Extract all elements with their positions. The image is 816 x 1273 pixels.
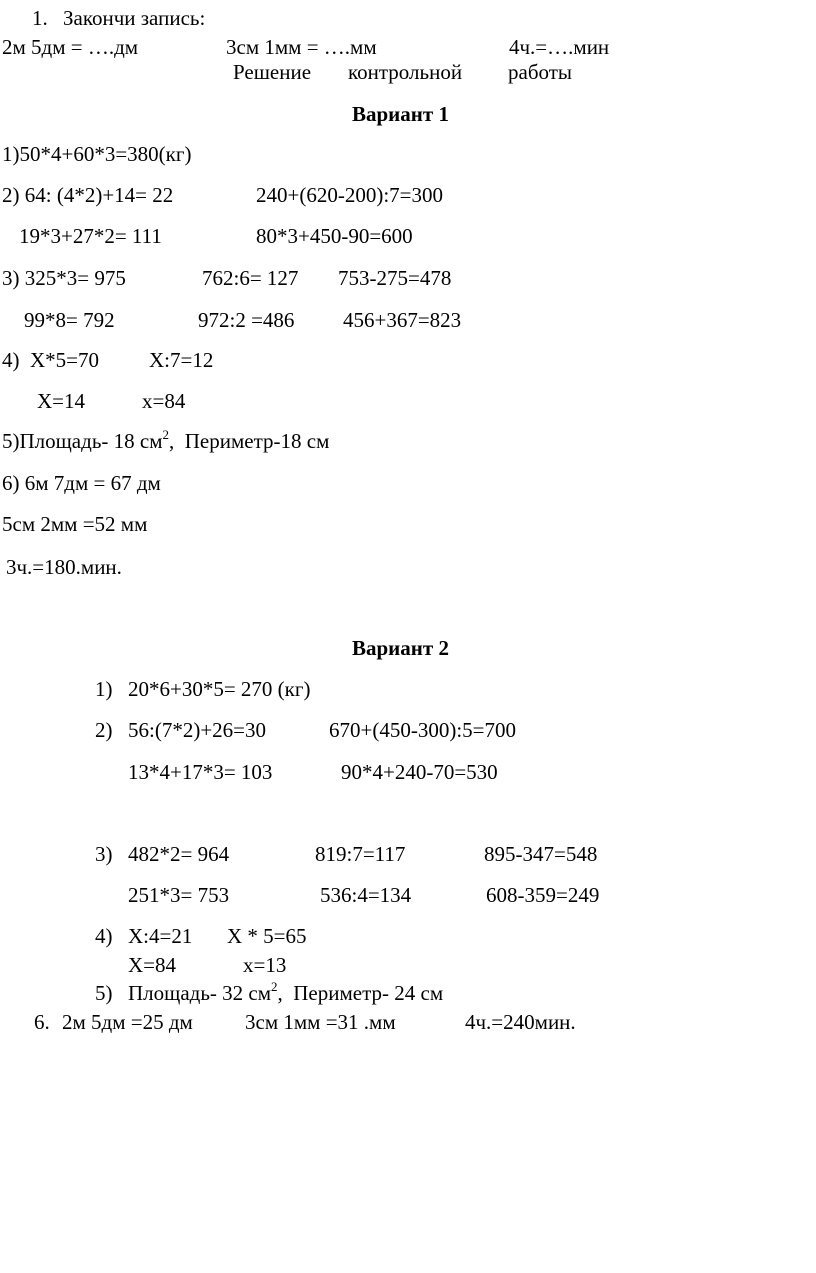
variant2-heading: Вариант 2 bbox=[352, 636, 449, 660]
v1-line: 753-275=478 bbox=[338, 266, 452, 290]
v2-line: 670+(450-300):5=700 bbox=[329, 718, 517, 742]
v1-line: 1)50*4+60*3=380(кг) bbox=[2, 142, 192, 166]
v1-line: 3) 325*3= 975 bbox=[2, 266, 126, 290]
v1-line: 3ч.=180.мин. bbox=[6, 555, 122, 579]
v2-line: 3см 1мм =31 .мм bbox=[245, 1010, 396, 1034]
v2-line: 482*2= 964 bbox=[128, 842, 230, 866]
v1-line: 19*3+27*2= 111 bbox=[19, 224, 162, 248]
task-item: 4ч.=….мин bbox=[509, 35, 610, 59]
task-item: 3см 1мм = ….мм bbox=[226, 35, 377, 59]
v2-line: 90*4+240-70=530 bbox=[341, 760, 498, 784]
v2-line: 536:4=134 bbox=[320, 883, 412, 907]
list-number: 6. bbox=[34, 1010, 50, 1034]
v1-line: 972:2 =486 bbox=[198, 308, 295, 332]
variant1-heading: Вариант 1 bbox=[352, 102, 449, 126]
v1-line: 762:6= 127 bbox=[202, 266, 299, 290]
v2-line: 2м 5дм =25 дм bbox=[62, 1010, 193, 1034]
v1-line: x=84 bbox=[142, 389, 186, 413]
v1-line: 456+367=823 bbox=[343, 308, 462, 332]
v1-line: 5)Площадь- 18 $см^2$, Периметр-18 см bbox=[2, 427, 330, 453]
superscript: 2 bbox=[271, 979, 278, 994]
v2-line: x=13 bbox=[243, 953, 287, 977]
v2-line: 251*3= 753 bbox=[128, 883, 230, 907]
v2-line: Площадь- 32 $см^2$, Периметр- 24 см bbox=[128, 979, 444, 1005]
list-number: 3) bbox=[95, 842, 113, 866]
list-number: 4) bbox=[95, 924, 113, 948]
task-title: Закончи запись: bbox=[63, 6, 206, 30]
solution-title-word: Решение bbox=[233, 60, 312, 84]
v2-line: 608-359=249 bbox=[486, 883, 600, 907]
v2-line: X * 5=65 bbox=[227, 924, 307, 948]
solution-title-word: контрольной bbox=[348, 60, 463, 84]
v1-line: 2) 64: (4*2)+14= 22 bbox=[2, 183, 174, 207]
v1-line: 6) 6м 7дм = 67 дм bbox=[2, 471, 161, 495]
v2-line: X:4=21 bbox=[128, 924, 193, 948]
v1-line: 4) X*5=70 bbox=[2, 348, 100, 372]
v2-line: 4ч.=240мин. bbox=[465, 1010, 576, 1034]
superscript: 2 bbox=[162, 427, 169, 442]
v1-line: X:7=12 bbox=[149, 348, 214, 372]
task-number: 1. bbox=[32, 6, 48, 30]
list-number: 1) bbox=[95, 677, 113, 701]
v2-line: 20*6+30*5= 270 (кг) bbox=[128, 677, 311, 701]
list-number: 5) bbox=[95, 981, 113, 1005]
task-item: 2м 5дм = ….дм bbox=[2, 35, 139, 59]
v2-line: 13*4+17*3= 103 bbox=[128, 760, 273, 784]
v2-line: 895-347=548 bbox=[484, 842, 598, 866]
list-number: 2) bbox=[95, 718, 113, 742]
v1-line: 240+(620-200):7=300 bbox=[256, 183, 444, 207]
v2-line: X=84 bbox=[128, 953, 177, 977]
v1-line: 80*3+450-90=600 bbox=[256, 224, 413, 248]
v2-line: 56:(7*2)+26=30 bbox=[128, 718, 267, 742]
v1-line: 5см 2мм =52 мм bbox=[2, 512, 148, 536]
solution-title-word: работы bbox=[508, 60, 573, 84]
v1-line: X=14 bbox=[37, 389, 86, 413]
v2-line: 819:7=117 bbox=[315, 842, 406, 866]
v1-line: 99*8= 792 bbox=[24, 308, 115, 332]
